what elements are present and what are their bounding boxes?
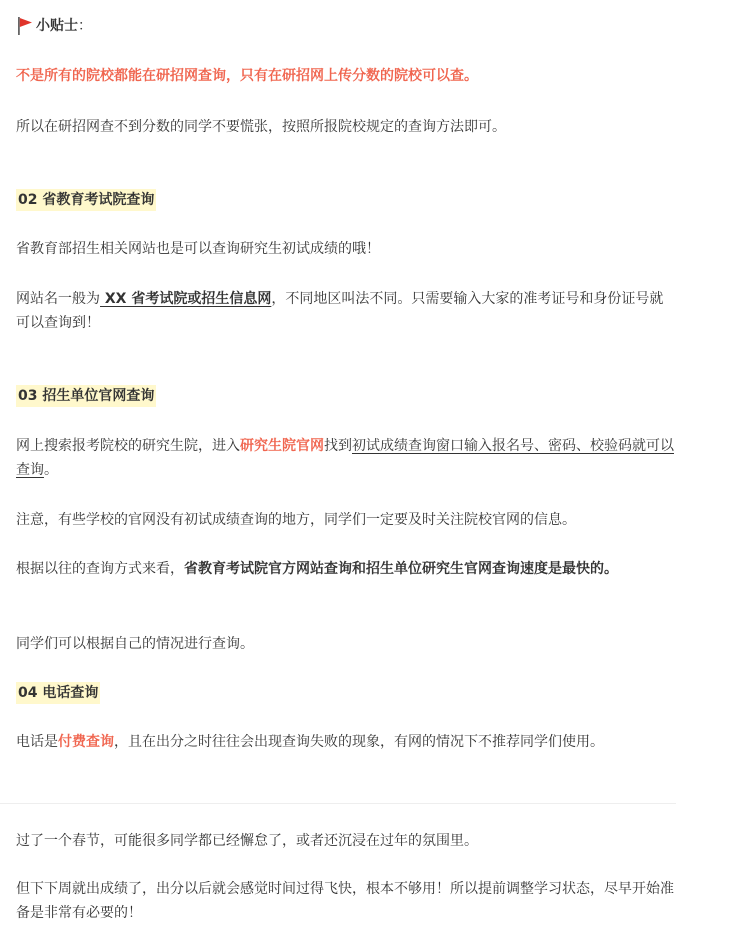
tip-row bbox=[16, 14, 92, 38]
query-window-text: 初试成绩查询窗口输入报名号、密码、校验码就可以查询 bbox=[16, 438, 674, 478]
paragraph-own-situation: 同学们可以根据自己的情况进行查询。 bbox=[16, 636, 254, 652]
paragraph-spring-festival: 过了一个春节，可能很多同学都已经懈怠了，或者还沉浸在过年的氛围里。 bbox=[16, 833, 478, 849]
grad-school-site: 研究生院官网 bbox=[240, 438, 324, 454]
paragraph-attention: 注意，有些学校的官网没有初试成绩查询的地方，同学们一定要及时关注院校官网的信息。 bbox=[16, 512, 576, 528]
phone-paid: 付费查询 bbox=[58, 734, 114, 750]
fastest-bold: 省教育考试院官方网站查询和招生单位研究生官网查询速度是最快的。 bbox=[184, 561, 618, 577]
paragraph-prepare-early: 但下下周就出成绩了，出分以后就会感觉时间过得飞快，根本不够用！所以提前调整学习状态，尽早开始准备是非常有必要的！ bbox=[16, 881, 674, 921]
paragraph-dont-panic: 所以在研招网查不到分数的同学不要慌张，按照所报院校规定的查询方法即可。 bbox=[16, 119, 506, 135]
phone-suffix: ，且在出分之时往往会出现查询失败的现象，有网的情况下不推荐同学们使用。 bbox=[114, 734, 604, 750]
site-name-prefix: 网站名一般为 bbox=[16, 291, 100, 307]
red-flag-icon bbox=[16, 16, 34, 36]
section-heading-02: 02 省教育考试院查询 bbox=[16, 189, 156, 211]
paragraph-site-name bbox=[16, 287, 676, 335]
phone-prefix: 电话是 bbox=[16, 734, 58, 750]
fastest-prefix: 根据以往的查询方式来看， bbox=[16, 561, 184, 577]
paragraph-fastest bbox=[16, 557, 676, 581]
section-heading-03: 03 招生单位官网查询 bbox=[16, 385, 156, 407]
grad-school-mid: 找到 bbox=[324, 438, 352, 454]
tip-colon: ： bbox=[78, 18, 92, 34]
tip-label: 小贴士 bbox=[36, 18, 78, 34]
grad-school-prefix: 网上搜索报考院校的研究生院，进入 bbox=[16, 438, 240, 454]
grad-school-end: 。 bbox=[44, 462, 58, 478]
paragraph-notice: 不是所有的院校都能在研招网查询，只有在研招网上传分数的院校可以查。 bbox=[16, 68, 478, 84]
paragraph-province-site: 省教育部招生相关网站也是可以查询研究生初试成绩的哦！ bbox=[16, 241, 380, 257]
paragraph-phone bbox=[16, 730, 676, 754]
site-name-link[interactable]: XX 省考试院或招生信息网 bbox=[100, 291, 272, 307]
section-heading-04: 04 电话查询 bbox=[16, 682, 100, 704]
site-name-suffix: ，不同地区叫法不同。只需要输入大家的准考证号和身份证号就可以查询到！ bbox=[16, 291, 664, 331]
section-divider bbox=[0, 803, 676, 804]
paragraph-grad-school bbox=[16, 434, 676, 482]
